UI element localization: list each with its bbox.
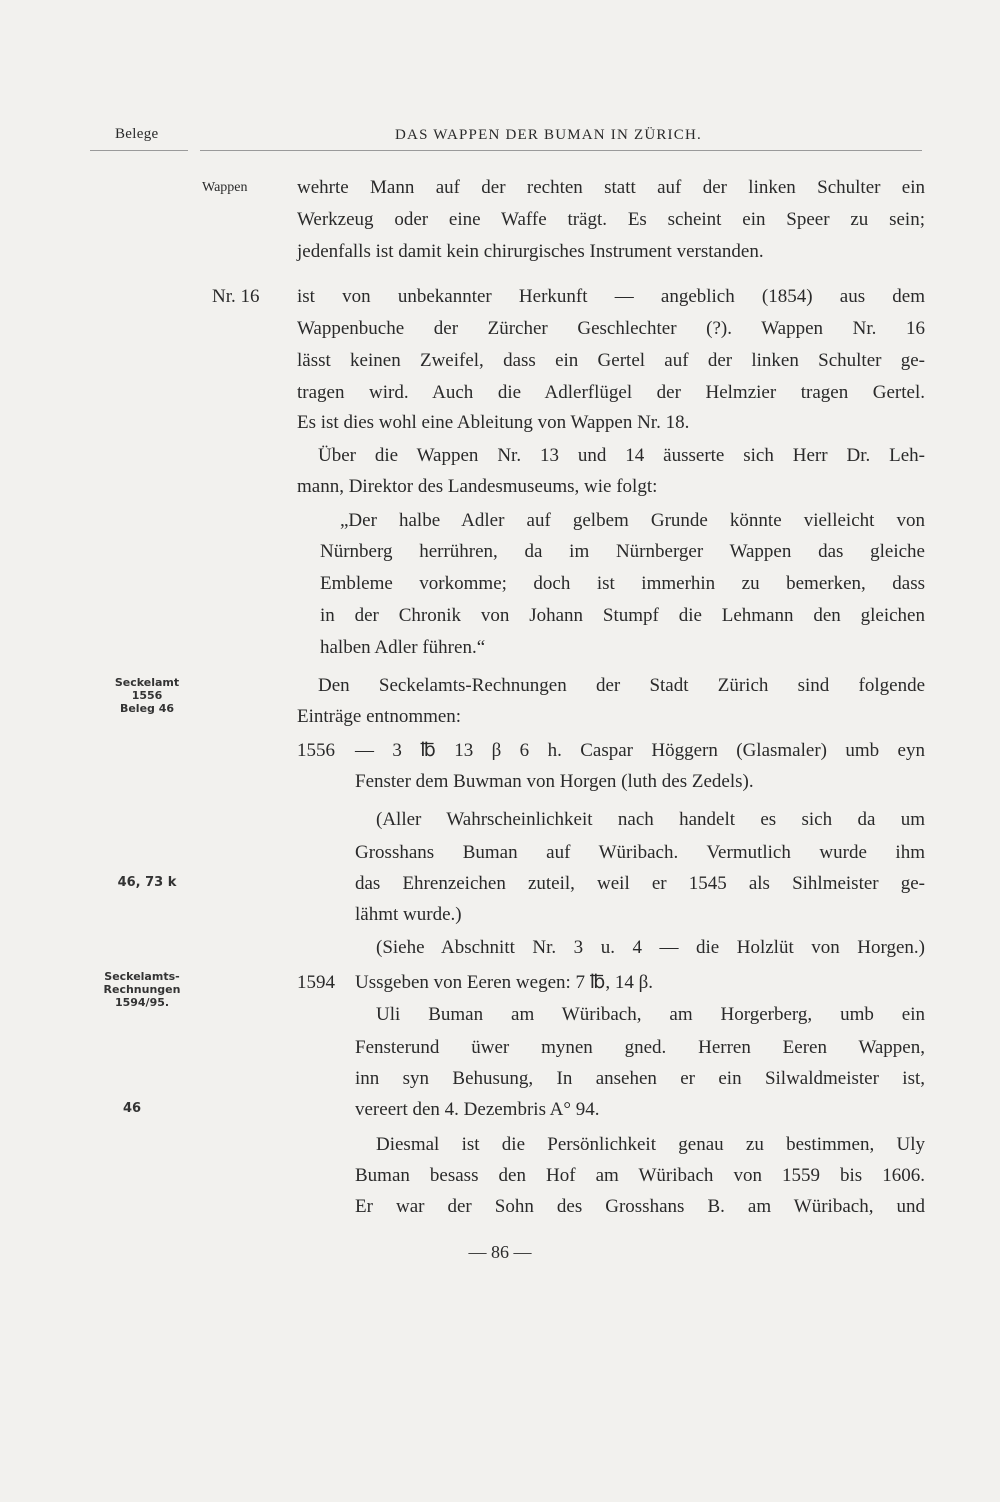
margin-label-wappen: Wappen (202, 180, 248, 195)
text-line: Uli Buman am Würibach, am Horgerberg, umb ein (376, 1004, 925, 1025)
margin-note-seckelamt (92, 676, 202, 715)
text-line: Wappenbuche der Zürcher Geschlechter (?). Wappen Nr. 16 (297, 318, 925, 339)
text-line: — 3 ℔ 13 β 6 h. Caspar Höggern (Glasmaler) umb eyn (355, 740, 925, 761)
text-line: wehrte Mann auf der rechten statt auf der linken Schulter ein (297, 177, 925, 198)
text-line: Fensterund üwer mynen gned. Herren Eeren Wappen, (355, 1037, 925, 1058)
margin-note-ref: 46, 73 k (117, 875, 177, 890)
text-line: das Ehrenzeichen zuteil, weil er 1545 als Sihlmeister ge- (355, 873, 925, 894)
text-line: Grosshans Buman auf Würibach. Vermutlich wurde ihm (355, 842, 925, 863)
text-line: Ussgeben von Eeren wegen: 7 ℔, 14 β. (355, 972, 653, 993)
margin-note-line: Rechnungen (103, 983, 181, 996)
text-line: vereert den 4. Dezembris A° 94. (355, 1099, 600, 1120)
text-line: Diesmal ist die Persönlichkeit genau zu bestimmen, Uly (376, 1134, 925, 1155)
margin-note-line: Seckelamt (114, 676, 180, 689)
text-line: tragen wird. Auch die Adlerflügel der Helmzier tragen Gertel. (297, 382, 925, 403)
text-line: Nürnberg herrühren, da im Nürnberger Wappen das gleiche (320, 541, 925, 562)
header-left: Belege (115, 126, 159, 142)
margin-note-seckelamts (82, 970, 202, 1009)
text-line: Er war der Sohn des Grosshans B. am Würibach, und (355, 1196, 925, 1217)
text-line: mann, Direktor des Landesmuseums, wie folgt: (297, 476, 658, 497)
header-rule-left (90, 150, 188, 151)
text-line: Fenster dem Buwman von Horgen (luth des Zedels). (355, 771, 754, 792)
text-line: Einträge entnommen: (297, 706, 462, 727)
text-line: (Siehe Abschnitt Nr. 3 u. 4 — die Holzlüt von Horgen.) (376, 937, 925, 958)
text-line: Über die Wappen Nr. 13 und 14 äusserte sich Herr Dr. Leh- (318, 445, 925, 466)
text-line: inn syn Behusung, In ansehen er ein Silwaldmeister ist, (355, 1068, 925, 1089)
text-line: Werkzeug oder eine Waffe trägt. Es scheint ein Speer zu sein; (297, 209, 925, 230)
margin-note-ref-46: 46 (122, 1101, 142, 1116)
header-rule-main (200, 150, 922, 151)
margin-note-line: 1556 (131, 689, 163, 702)
text-line: lähmt wurde.) (355, 904, 462, 925)
text-line: in der Chronik von Johann Stumpf die Lehmann den gleichen (320, 605, 925, 626)
label-year-1556: 1556 (297, 740, 335, 761)
text-line: Es ist dies wohl eine Ableitung von Wappen Nr. 18. (297, 412, 690, 433)
text-line: (Aller Wahrscheinlichkeit nach handelt es sich da um (376, 809, 925, 830)
text-line: Den Seckelamts-Rechnungen der Stadt Zürich sind folgende (318, 675, 925, 696)
running-title: DAS WAPPEN DER BUMAN IN ZÜRICH. (395, 127, 702, 143)
text-line: „Der halbe Adler auf gelbem Grunde könnte vielleicht von (340, 510, 925, 531)
label-year-1594: 1594 (297, 972, 335, 993)
text-line: halben Adler führen.“ (320, 637, 486, 658)
text-line: lässt keinen Zweifel, dass ein Gertel auf der linken Schulter ge- (297, 350, 925, 371)
text-line: Embleme vorkomme; doch ist immerhin zu bemerken, dass (320, 573, 925, 594)
margin-note-line: 1594/95. (114, 996, 170, 1009)
text-line: Buman besass den Hof am Würibach von 1559 bis 1606. (355, 1165, 925, 1186)
margin-note-line: Beleg 46 (119, 702, 175, 715)
page-number: — 86 — (468, 1242, 532, 1262)
label-nr16: Nr. 16 (212, 286, 260, 307)
text-line: ist von unbekannter Herkunft — angeblich (1854) aus dem (297, 286, 925, 307)
margin-note-line: Seckelamts- (104, 970, 180, 983)
text-line: jedenfalls ist damit kein chirurgisches Instrument verstanden. (297, 241, 764, 262)
